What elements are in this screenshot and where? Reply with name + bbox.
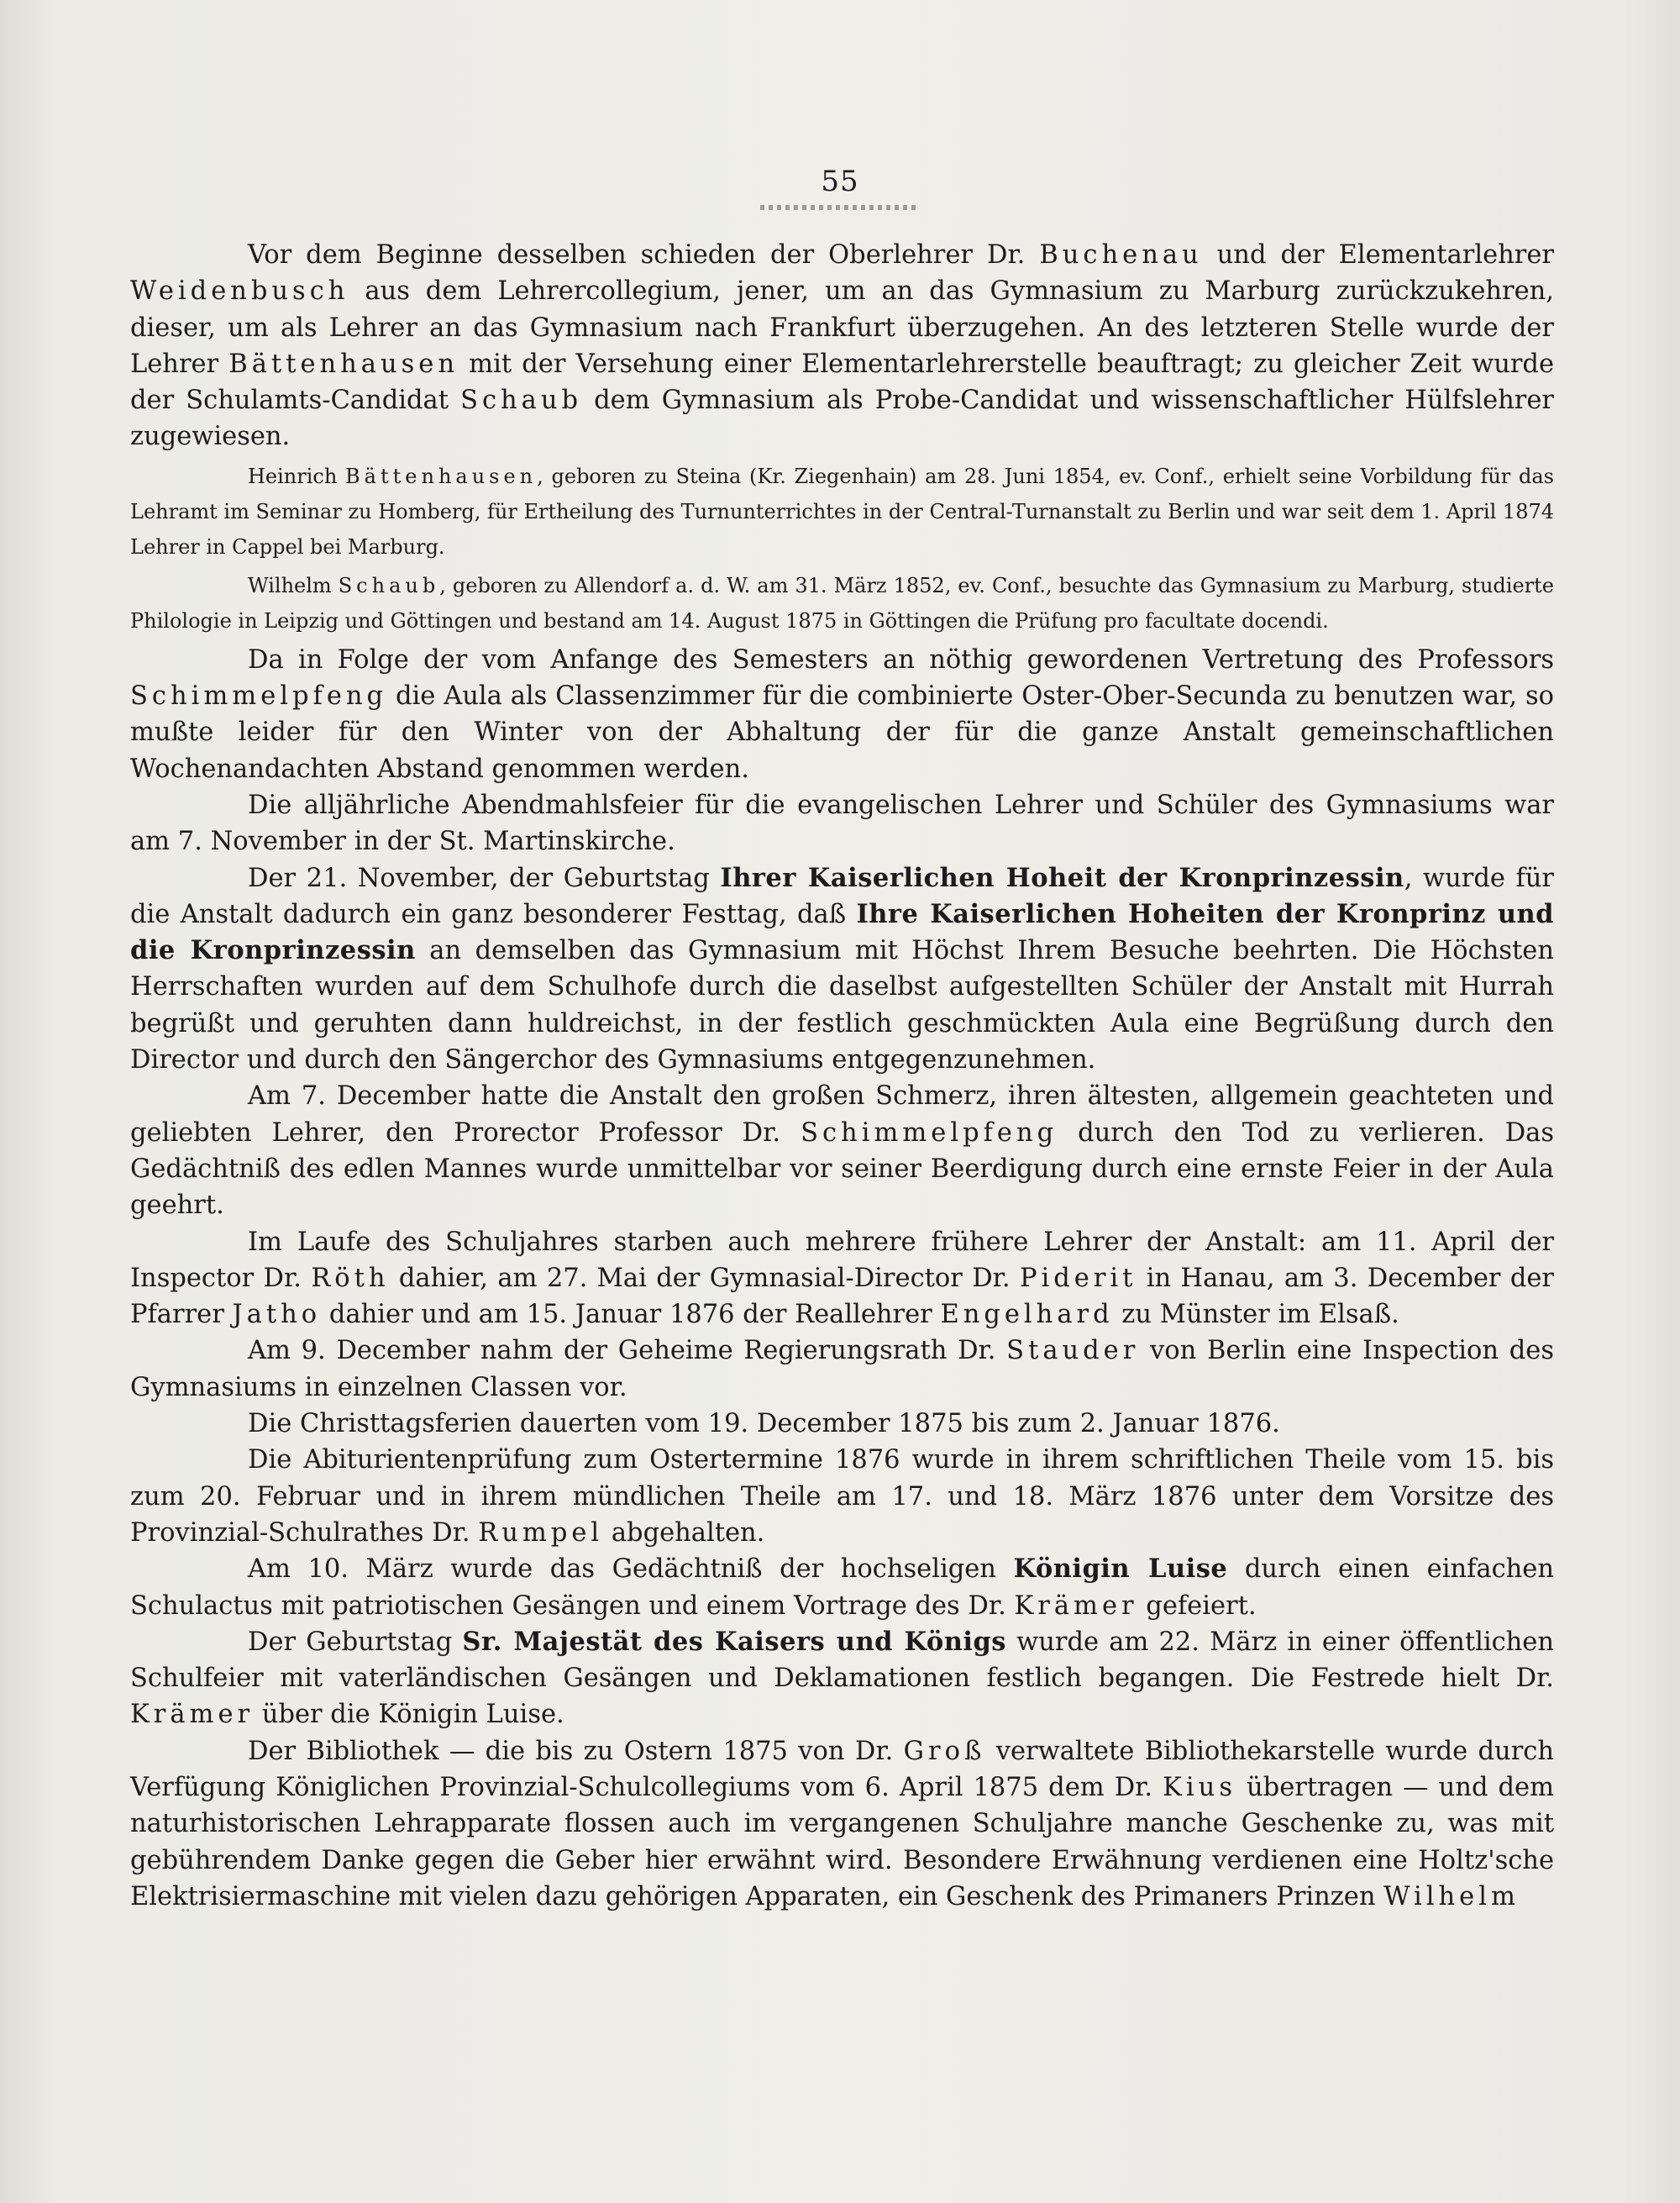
body-paragraph <box>130 1551 1554 1624</box>
spaced-name: Krämer <box>130 1700 255 1730</box>
text-run: Vor dem Beginne desselben schieden der Oberlehrer Dr. <box>248 240 1040 270</box>
body-paragraph <box>130 860 1554 1079</box>
text-run: dem Gymnasium als Probe-Candidat und wissenschaftlicher Hülfslehrer zugewiesen. <box>130 386 1554 452</box>
text-run: abgehalten. <box>603 1517 765 1548</box>
spaced-name: Schimmelpfeng <box>801 1117 1058 1148</box>
spaced-name: Stauder <box>1006 1336 1140 1366</box>
spaced-name: Rumpel <box>478 1517 604 1548</box>
page-number-underline <box>760 205 916 210</box>
body-paragraph <box>130 1224 1554 1333</box>
text-run: zu Münster im Elsaß. <box>1113 1300 1399 1330</box>
text-run: mit der Versehung einer Elementarlehrerstelle beauftragt; zu gleicher Zeit wurde der Schulamts-Candidat <box>130 349 1554 416</box>
spaced-name: Piderit <box>1019 1263 1137 1293</box>
text-run: Am 7. December hatte die Anstalt den großen Schmerz, ihren ältesten, allgemein geachteten und geliebten Lehrer, den Prorector Professor Dr. <box>130 1081 1554 1148</box>
text-run: Die Abiturientenprüfung zum Ostertermine 1876 wurde in ihrem schriftlichen Theile vom 15. bis zum 20. Februar und in ihrem mündlichen Theile am 17. und 18. März 1876 unter dem Vorsitze des Provinzial-Schulrathes Dr. <box>130 1445 1554 1548</box>
text-run: Heinrich <box>248 464 346 488</box>
text-run: Wilhelm <box>248 573 339 597</box>
body-paragraph <box>130 1442 1554 1551</box>
text-run: dahier und am 15. Januar 1876 der Reallehrer <box>321 1300 941 1330</box>
body-paragraph <box>130 1624 1554 1733</box>
spaced-name: Kius <box>1163 1772 1236 1802</box>
text-run: gefeiert. <box>1137 1590 1257 1621</box>
body-paragraph <box>130 1406 1554 1442</box>
text-run: Die alljährliche Abendmahlsfeier für die evangelischen Lehrer und Schüler des Gymnasiums war am 7. November in der St. Martinskirche. <box>130 790 1554 857</box>
page-number: 55 <box>821 165 859 198</box>
emphasis-text: Ihrer Kaiserlichen Hoheit der Kronprinzessin <box>720 862 1404 893</box>
emphasis-text: Königin Luise <box>1013 1554 1228 1585</box>
footnote-paragraph <box>130 568 1554 639</box>
spaced-name: Engelhard <box>940 1300 1114 1330</box>
text-run: Der Geburtstag <box>248 1627 463 1657</box>
emphasis-text: Sr. Majestät des Kaisers und Königs <box>462 1626 1006 1657</box>
body-paragraph <box>130 237 1554 455</box>
emphasis-text: Ihre Kaiserlichen Hoheiten der Kronprinz und die Kronprinzessin <box>130 898 1554 966</box>
body-paragraph <box>130 642 1554 787</box>
text-run: durch einen einfachen Schulactus mit patriotischen Gesängen und einem Vortrage des Dr. <box>130 1554 1555 1621</box>
spaced-name: Röth <box>311 1263 390 1293</box>
text-run: in Hanau, am 3. December der Pfarrer <box>130 1263 1554 1330</box>
text-run: , geboren zu Allendorf a. d. W. am 31. März 1852, ev. Conf., besuchte das Gymnasium zu Marburg, studierte Philologie in Leipzig und Göttingen und bestand am 14. August 1875 in Göttingen die Prüfung pro facultate docendi. <box>130 573 1554 633</box>
text-run: aus dem Lehrercollegium, jener, um an das Gymnasium zu Marburg zurückzukehren, dieser, um als Lehrer an das Gymnasium nach Frankfurt überzugehen. An des letzteren Stelle wurde der Lehrer <box>130 276 1554 379</box>
text-run: Im Laufe des Schuljahres starben auch mehrere frühere Lehrer der Anstalt: am 11. April der Inspector Dr. <box>130 1227 1554 1293</box>
text-run: über die Königin Luise. <box>254 1700 564 1730</box>
text-run: wurde am 22. März in einer öffentlichen Schulfeier mit vaterländischen Gesängen und Deklamationen festlich begangen. Die Festrede hielt Dr. <box>130 1627 1554 1694</box>
text-run: dahier, am 27. Mai der Gymnasial-Director Dr. <box>389 1263 1020 1293</box>
text-run: durch den Tod zu verlieren. Das Gedächtniß des edlen Mannes wurde unmittelbar vor seiner Beerdigung durch eine ernste Feier in der Aula geehrt. <box>130 1117 1554 1221</box>
spaced-name: Bättenhausen <box>345 464 538 488</box>
body-text <box>130 237 1554 1915</box>
spaced-name: Buchenau <box>1039 240 1203 270</box>
text-run: und der Elementarlehrer <box>1202 240 1554 270</box>
text-run: Da in Folge der vom Anfange des Semesters an nöthig gewordenen Vertretung des Professors <box>248 644 1554 675</box>
spaced-name: Wilhelm <box>1383 1881 1520 1911</box>
text-run: an demselben das Gymnasium mit Höchst Ihrem Besuche beehrten. Die Höchsten Herrschaften wurden auf dem Schulhofe durch die daselbst aufgestellten Schüler der Anstalt mit Hurrah begrüßt und geruhten dann huldreichst, in der festlich geschmückten Aula eine Begrüßung durch den Director und durch den Sängerchor des Gymnasiums entgegenzunehmen. <box>130 936 1554 1075</box>
footnote-paragraph <box>130 459 1554 565</box>
spaced-name: Weidenbusch <box>130 276 349 307</box>
text-run: übertragen — und dem naturhistorischen Lehrapparate flossen auch im vergangenen Schuljahre manche Geschenke zu, was mit gebührendem Danke gegen die Geber hier erwähnt wird. Besondere Erwähnung verdienen eine Holtz'sche Elektrisiermaschine mit vielen dazu gehörigen Apparaten, ein Geschenk des Primaners Prinzen <box>130 1772 1555 1911</box>
spaced-name: Schaub <box>460 386 583 416</box>
spaced-name: Krämer <box>1014 1590 1138 1621</box>
body-paragraph <box>130 1333 1554 1406</box>
text-run: , wurde für die Anstalt dadurch ein ganz besonderer Festtag, daß <box>130 863 1554 929</box>
text-run: Am 10. März wurde das Gedächtniß der hochseligen <box>248 1554 1014 1585</box>
spaced-name: Jatho <box>232 1300 322 1330</box>
spaced-name: Schaub <box>338 573 440 597</box>
spaced-name: Groß <box>903 1736 986 1766</box>
text-run: von Berlin eine Inspection des Gymnasiums in einzelnen Classen vor. <box>130 1336 1554 1402</box>
text-run: verwaltete Bibliothekarstelle wurde durch Verfügung Königlichen Provinzial-Schulcollegiums vom 6. April 1875 dem Dr. <box>130 1736 1555 1802</box>
text-run: die Aula als Classenzimmer für die combinierte Oster-Ober-Secunda zu benutzen war, so mußte leider für den Winter von der Abhaltung der für die ganze Anstalt gemeinschaftlichen Wochenandachten Abstand genommen werden. <box>130 681 1554 784</box>
text-run: Am 9. December nahm der Geheime Regierungsrath Dr. <box>248 1336 1007 1366</box>
text-run: Der 21. November, der Geburtstag <box>248 863 721 893</box>
spaced-name: Schimmelpfeng <box>130 681 388 712</box>
text-run: Der Bibliothek — die bis zu Ostern 1875 von Dr. <box>248 1736 904 1766</box>
body-paragraph <box>130 1078 1554 1223</box>
spaced-name: Bättenhausen <box>228 349 459 379</box>
body-paragraph <box>130 787 1554 860</box>
text-run: , geboren zu Steina (Kr. Ziegenhain) am 28. Juni 1854, ev. Conf., erhielt seine Vorbildung für das Lehramt im Seminar zu Homberg, für Ertheilung des Turnunterrichtes in der Central-Turnanstalt zu Berlin und war seit dem 1. April 1874 Lehrer in Cappel bei Marburg. <box>130 464 1554 559</box>
body-paragraph <box>130 1733 1554 1915</box>
text-run: Die Christtagsferien dauerten vom 19. December 1875 bis zum 2. Januar 1876. <box>248 1409 1280 1439</box>
